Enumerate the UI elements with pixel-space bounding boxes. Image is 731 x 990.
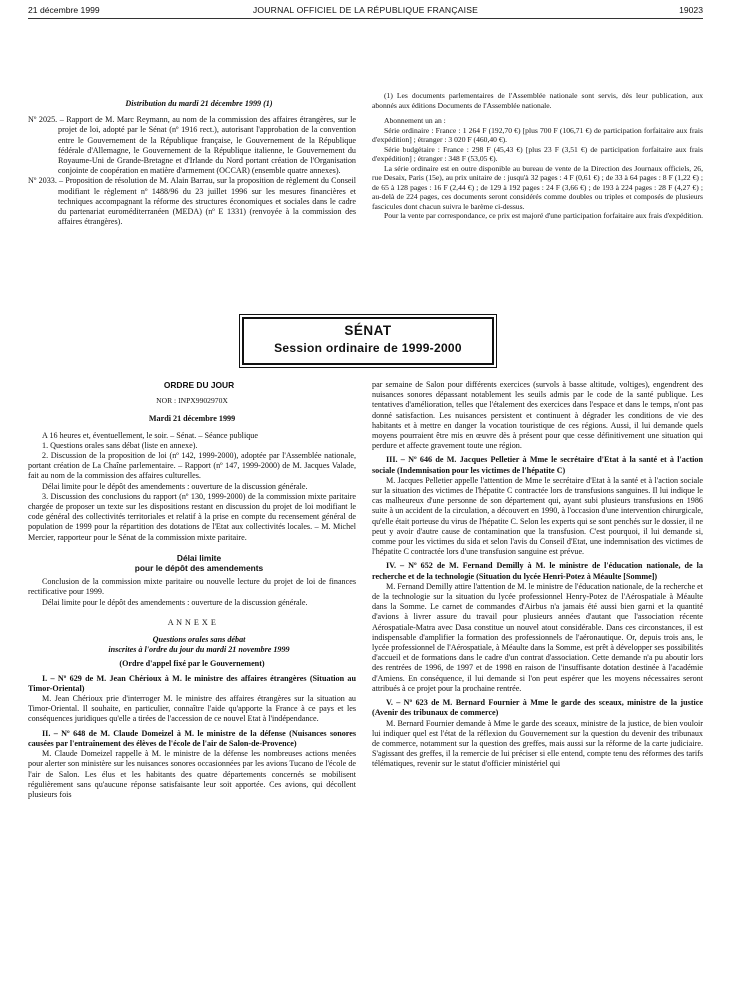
senat-title-box [242,317,494,365]
question-text-continued: par semaine de Salon pour différents exercices (survols à basse altitude, voltiges), engendrent des nuisances sonores dépassant notablement les seuils admis par le code de la santé publique. Les tentatives d'amélioration, telles que l'étalement des exercices dans l'espace et dans le temps, n'ont pas donné satisfaction. Les nuisances persistent et continuent à dégrader les conditions de vie des habitants et à mettre en danger la vocation touristique de ces régions. Aussi, il lui demande quels moyens pourraient être mis en œuvre dès à présent pour que cesse définitivement une situation qui perdure et affecte gravement toute une région. [372,380,703,451]
mail-order-note: Pour la vente par correspondance, ce prix est majoré d'une participation forfaitaire aux frais d'expédition. [384,211,704,220]
distribution-item: Nº 2033. – Proposition de résolution de M. Alain Barrau, sur la proposition de règlement du Conseil modifiant le règlement nº 1488/96 du 23 juillet 1996 sur les mesures financières et techniques accompagnant la réforme des structures économiques et sociales dans le cadre du partenariat euroméditerranéen (MEDA) (nº E 1331) (renvoyée à la commission des affaires étrangères). [28,176,356,227]
annex-subtitle: Questions orales sans débat [152,635,246,645]
agenda-item: 2. Discussion de la proposition de loi (nº 142, 1999-2000), adoptée par l'Assemblée nationale, portant création de La Chaîne parlementaire. – Rapport (nº 147, 1999-2000) de M. Jacques Valade, fait au nom de la commission des affaires culturelles. [28,451,356,481]
session-title: Session ordinaire de 1999-2000 [274,341,462,355]
header-date: 21 décembre 1999 [28,5,100,15]
footnote: (1) Les documents parlementaires de l'Assemblée nationale sont servis, dès leur publication, aux abonnés aux éditions Documents de l'Assemblée nationale. [372,91,703,110]
ordinary-series-price: Série ordinaire : France : 1 264 F (192,70 €) [plus 700 F (106,71 €) de participation forfaitaire aux frais d'expédition] ; étranger : 3 020 F (460,40 €). [372,125,703,144]
question-text: M. Claude Domeizel rappelle à M. le ministre de la défense les nombreuses actions menées pour alerter son ministère sur les nuisances sonores occasionnées par les avions Tucano de l'école de l'air de Salon. Les élus et les habitants des quatre départements concernés se mobilisent régulièrement sans qu'aucune réponse satisfaisante leur soit apportée. Ces avions, qui décollent plusieurs fois [28,749,356,799]
deadline-item: Conclusion de la commission mixte paritaire ou nouvelle lecture du projet de loi de finances rectificative pour 1999. [28,577,356,597]
page-header [28,2,703,18]
sale-prices: La série ordinaire est en outre disponible au bureau de vente de la Direction des Journaux officiels, 26, rue Desaix, Paris (15e), au prix unitaire de : jusqu'à 32 pages : 4 F (0,61 €) ; de 33 à 64 pages : 8 F (1,22 €) ; de 65 à 128 pages : 16 F (2,44 €) ; de 129 à 192 pages : 24 F (3,66 €) ; de 193 à 224 pages : 28 F (4,27 €) ; au-delà de 224 pages, ces documents seront considérés comme doubles ou triples et composés de plusieurs fascicules dont chacun suivra le barème ci-dessus. [372,163,703,211]
annex-order-note: (Ordre d'appel fixé par le Gouvernement) [119,659,265,669]
deadline-subtitle: pour le dépôt des amendements [134,563,264,574]
question-text: M. Jacques Pelletier appelle l'attention de Mme le secrétaire d'Etat à la santé et à l'action sociale sur la situation des victimes de l'hépatite C contractée lors de transfusions sanguines. Il lui indique le cas malheureux d'une personne de son département qui, ayant subi plusieurs transfusions en 1986 suite à un accident de la circulation, a découvert en 1990, à l'occasion d'une intervention chirurgicale, qu'elle était porteuse du virus de l'hépatite C. Selon les experts qui se sont penchés sur le dossier, il ne peut y avoir d'autre cause de contamination que la transfusion. C'est pourquoi, il lui demande si, comme pour les victimes du sida et selon l'avis du Conseil d'Etat, une indemnisation des victimes de l'hépatite C contractée lors d'une transfusion sanguine est prévue. [372,475,703,557]
annex-subtitle-date: inscrites à l'ordre du jour du mardi 21 novembre 1999 [108,645,290,655]
notes-column [372,91,703,221]
distribution-item: Nº 2025. – Rapport de M. Marc Reymann, au nom de la commission des affaires étrangères, sur le projet de loi, adopté par le Sénat (nº 1916 rect.), autorisant l'approbation de la convention entre le Gouvernement de la République française, le Gouvernement de la République fédérale d'Allemagne, le Gouvernement de la République italienne, le Gouvernement du Royaume-Uni de Grande-Bretagne et d'Irlande du Nord portant création de l'Organisation conjointe de coopération en matière d'armement (OCCAR) (ensemble quatre annexes). [28,115,356,176]
agenda-hours: A 16 heures et, éventuellement, le soir. – Sénat. – Séance publique [42,430,258,440]
nor-reference: NOR : INPX9902970X [156,396,228,406]
senat-title: SÉNAT [344,323,392,338]
deadline-title: Délai limite [176,552,222,563]
question-text: M. Jean Chérioux prie d'interroger M. le ministre des affaires étrangères sur la situation au Timor-Oriental. Il souhaite, en particulier, connaître l'aide qu'apporte la France à ce pays et les conséquences juridiques qu'elle a tirées de l'accession de ce nouvel Etat à l'indépendance. [28,694,356,724]
agenda-item: Délai limite pour le dépôt des amendements : ouverture de la discussion générale. [42,481,308,491]
question-title: I. – Nº 629 de M. Jean Chérioux à M. le ministre des affaires étrangères (Situation au Timor-Oriental) [28,673,356,693]
header-page-number: 19023 [679,5,703,15]
header-rule [28,18,703,19]
agenda-item: 3. Discussion des conclusions du rapport (nº 130, 1999-2000) de la commission mixte paritaire chargée de proposer un texte sur les dispositions restant en discussion du projet de loi modifiant le code général des collectivités territoriales et relatif à la prise en compte du recensement général de population de 1999 pour la répartition des dotations de l'Etat aux collectivités locales. – M. Michel Mercier, rapporteur pour le Sénat de la commission mixte paritaire. [28,491,356,542]
agenda-title: ORDRE DU JOUR [163,380,235,390]
annex-title: A N N E X E [167,617,217,627]
agenda-column [28,380,356,800]
question-title: IV. – Nº 652 de M. Fernand Demilly à M. le ministre de l'éducation nationale, de la recherche et de la technologie (Situation du lycée Henri-Potez à Méaulte [Somme]) [372,561,703,581]
distribution-title: Distribution du mardi 21 décembre 1999 (1) [125,99,273,108]
question-text: M. Fernand Demilly attire l'attention de M. le ministre de l'éducation nationale, de la recherche et de la technologie sur la situation du lycée professionnel Henry-Potez de l'Aérospatiale à Méaulte dans la Somme. Le carnet de commandes d'Airbus n'a jamais été aussi bien garni et la quantité d'avions à livrer assure du travail pour plusieurs années d'autant que l'association récente Aérospatiale-Matra avec Dasa constitue un nouvel atout considérable. Dans ces circonstances, il est indispensable d'amplifier la formation des professionnels de l'aéronautique. Or, depuis trois ans, le lycée professionnel de l'Aérospatiale, à Méaulte dans la Somme, est prêt à développer ses possibilités d'accueil et de formations dans le cadre d'un contrat d'association. Cette demande n'a pu aboutir lors des rentrées de 1996, de 1997 et de 1998 en raison de l'insuffisante dotation destinée à l'académie d'Amiens. En conséquence, il lui demande si l'on peut espérer que les moyens nécessaires seront attribués à ce projet pour la prochaine rentrée. [372,581,703,693]
distribution-column [28,99,356,227]
deadline-item: Délai limite pour le dépôt des amendements : ouverture de la discussion générale. [42,597,308,607]
question-title: II. – Nº 648 de M. Claude Domeizel à M. le ministre de la défense (Nuisances sonores causées par l'entraînement des élèves de l'école de l'air de Salon-de-Provence) [28,728,356,748]
agenda-date: Mardi 21 décembre 1999 [148,414,236,424]
subscription-label: Abonnement un an : [384,116,446,125]
header-journal-title: JOURNAL OFFICIEL DE LA RÉPUBLIQUE FRANÇAISE [252,5,479,15]
question-text: M. Bernard Fournier demande à Mme le garde des sceaux, ministre de la justice, de bien vouloir lui indiquer quel est l'état de la réflexion du Gouvernement sur la question du devenir des tribunaux de commerce, notamment sur la question des greffes, mais aussi sur la réforme de la carte judiciaire. S'agissant des greffes, il la remercie de lui préciser si elle entend, compte tenu des réformes des tarifs télématiques, revenir sur le statut d'officier ministériel qui [372,718,703,769]
question-title: V. – Nº 623 de M. Bernard Fournier à Mme le garde des sceaux, ministre de la justice (Avenir des tribunaux de commerce) [372,698,703,718]
agenda-item: 1. Questions orales sans débat (liste en annexe). [42,440,198,450]
budget-series-price: Série budgétaire : France : 298 F (45,43 €) [plus 23 F (3,51 €) de participation forfaitaire aux frais d'expédition] ; étranger : 348 F (53,05 €). [372,144,703,163]
questions-column [372,380,703,770]
question-title: III. – Nº 646 de M. Jacques Pelletier à Mme le secrétaire d'Etat à la santé et à l'action sociale (Indemnisation pour les victimes de l'hépatite C) [372,455,703,475]
